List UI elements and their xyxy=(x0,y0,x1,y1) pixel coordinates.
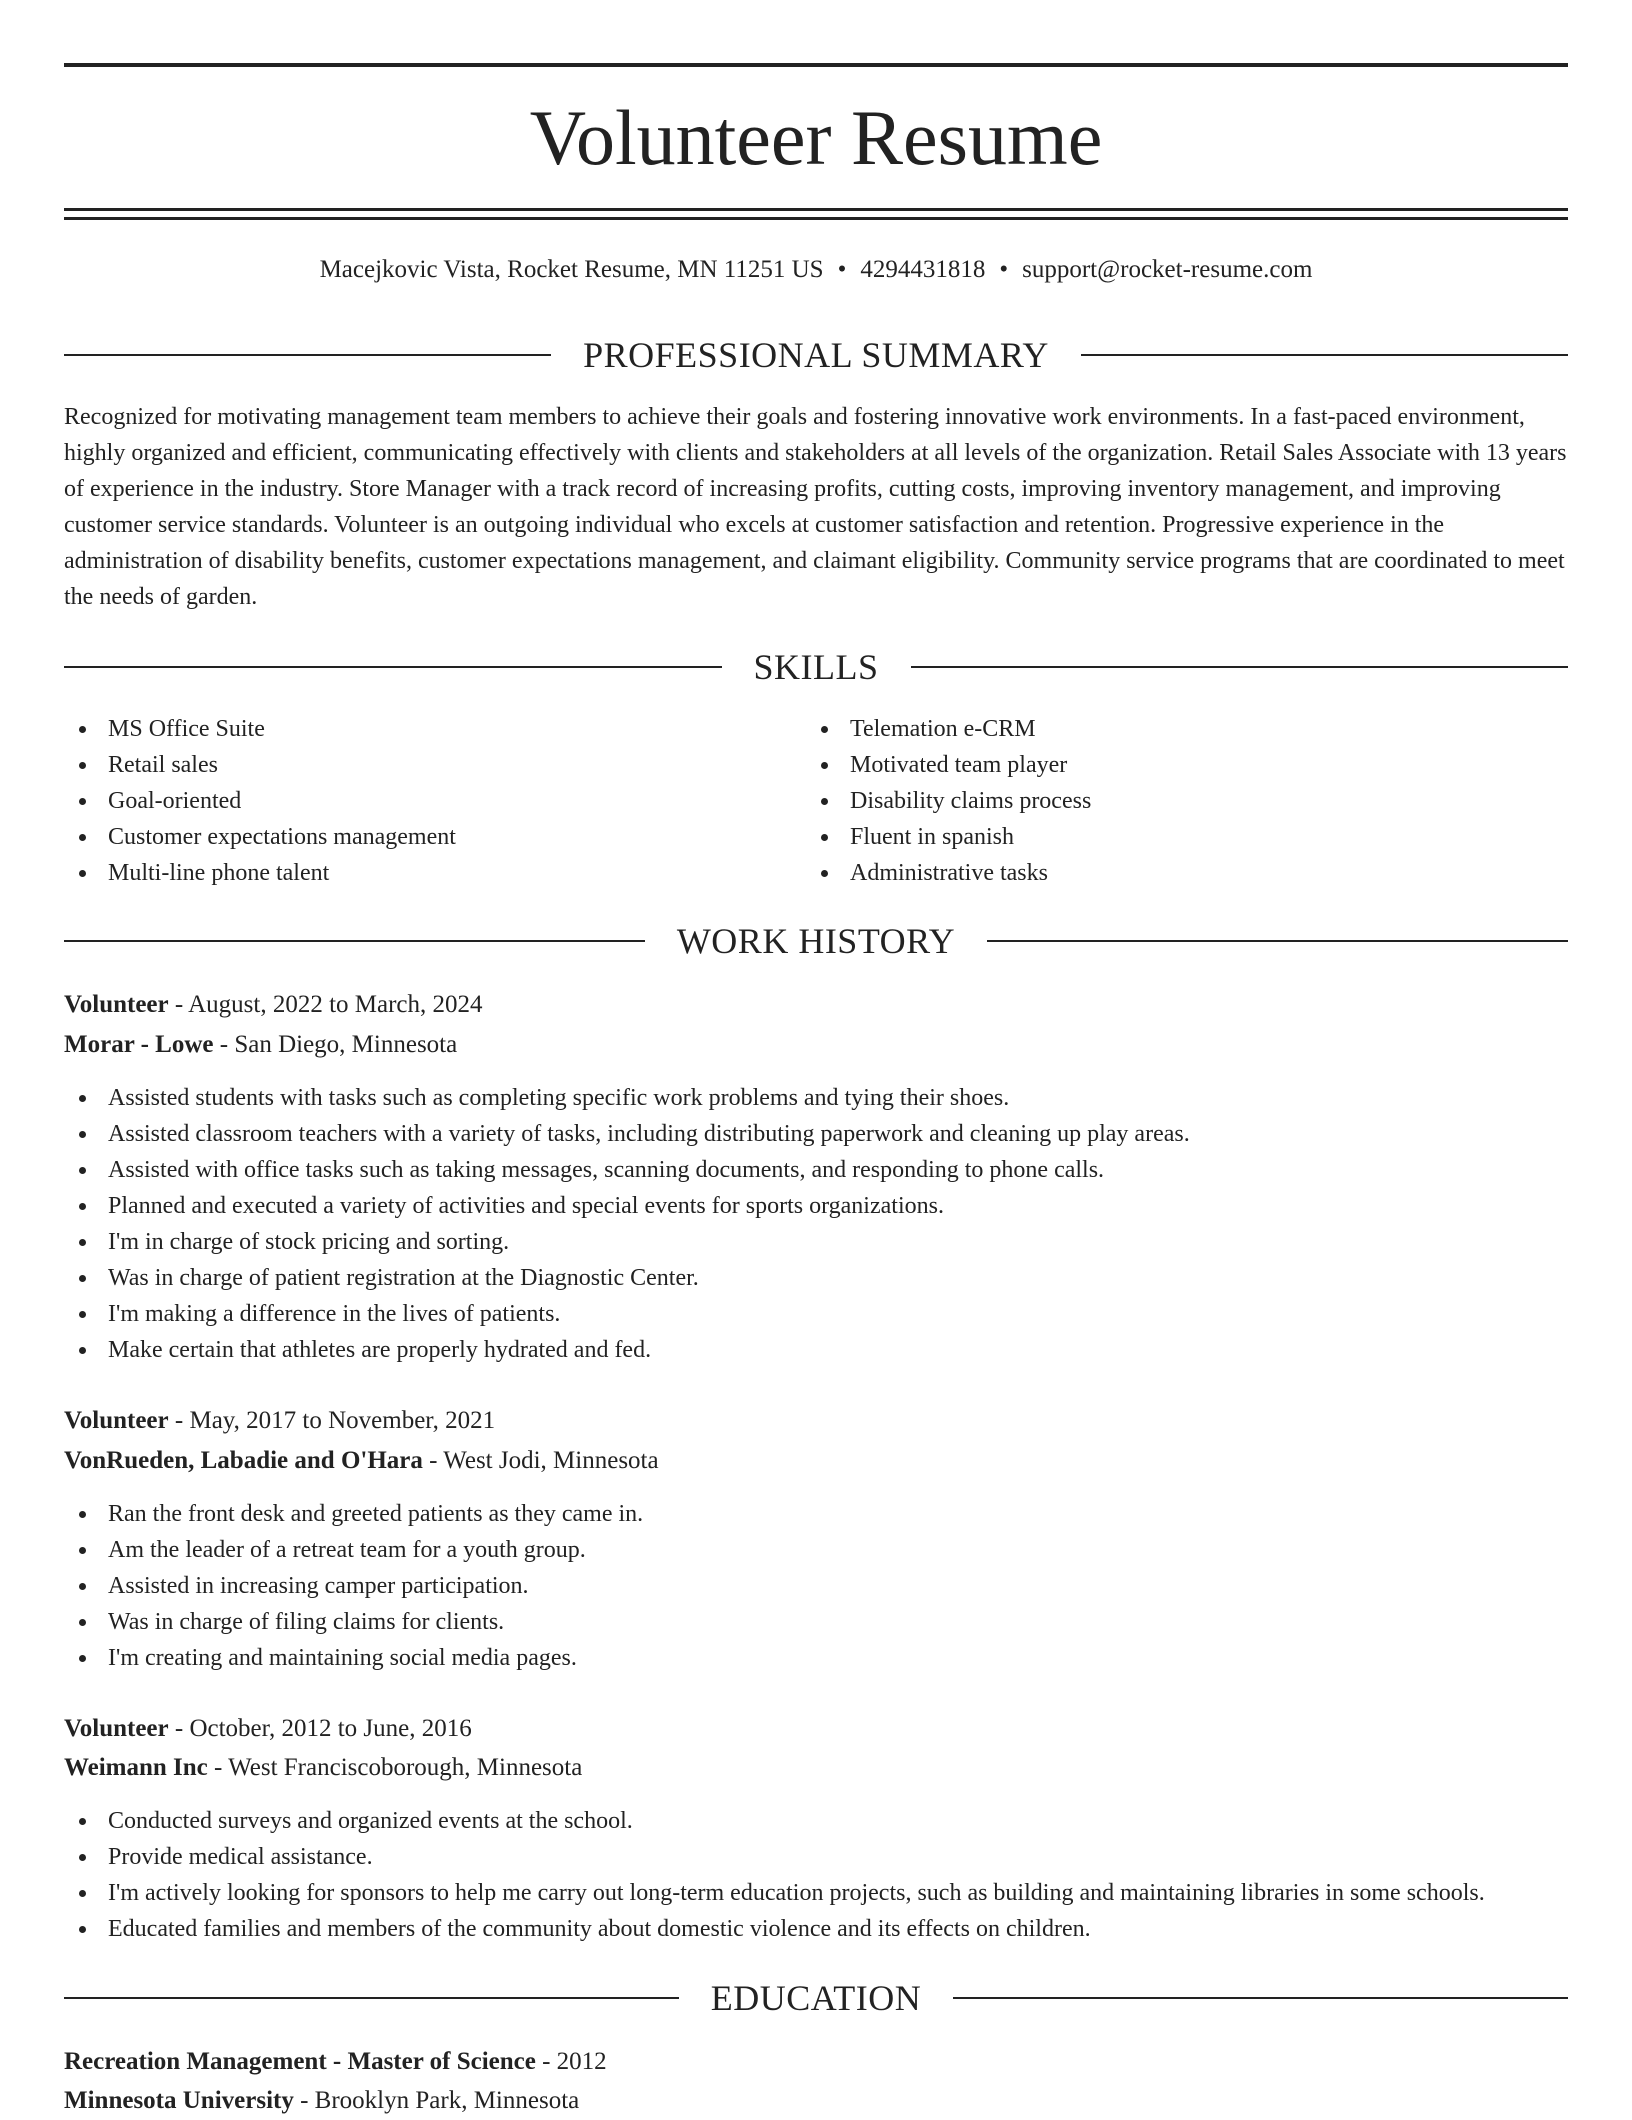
job-title-line xyxy=(64,1710,1568,1748)
education-degree: Recreation Management - Master of Science xyxy=(64,2048,536,2075)
section-title: SKILLS xyxy=(753,647,879,687)
skill-item: Fluent in spanish xyxy=(806,819,1548,855)
heading-rule xyxy=(911,666,1569,668)
duty-item: I'm actively looking for sponsors to help me carry out long-term education projects, such as building and maintaining libraries in some schools. xyxy=(64,1875,1568,1911)
skill-item: Administrative tasks xyxy=(806,855,1548,891)
job-title-line xyxy=(64,1402,1568,1440)
job-location: - West Franciscoborough, Minnesota xyxy=(207,1754,583,1781)
heading-rule xyxy=(1081,354,1568,356)
skill-item: Telemation e-CRM xyxy=(806,711,1548,747)
education-school: Minnesota University xyxy=(64,2087,294,2114)
job-duties xyxy=(64,1496,1568,1676)
job-company-line xyxy=(64,1442,1568,1480)
job-title: Volunteer xyxy=(64,1407,169,1434)
education-location: - Brooklyn Park, Minnesota xyxy=(293,2087,580,2114)
duty-item: Assisted students with tasks such as completing specific work problems and tying their shoes. xyxy=(64,1080,1568,1116)
job-title: Volunteer xyxy=(64,991,169,1018)
duty-item: I'm creating and maintaining social media pages. xyxy=(64,1640,1568,1676)
skills-column-left xyxy=(64,711,806,891)
duty-item: Am the leader of a retreat team for a youth group. xyxy=(64,1532,1568,1568)
skill-item: Customer expectations management xyxy=(64,819,806,855)
top-rule xyxy=(64,63,1568,67)
skill-item: Multi-line phone talent xyxy=(64,855,806,891)
job-company: Weimann Inc xyxy=(64,1754,208,1781)
job-dates: - May, 2017 to November, 2021 xyxy=(168,1407,496,1434)
job-duties xyxy=(64,1803,1568,1947)
duty-item: Was in charge of filing claims for clients. xyxy=(64,1604,1568,1640)
section-heading-education xyxy=(64,1976,1568,2020)
job-title: Volunteer xyxy=(64,1715,169,1742)
skill-item: Retail sales xyxy=(64,747,806,783)
section-title: WORK HISTORY xyxy=(676,921,956,961)
job-company: Morar - Lowe xyxy=(64,1031,214,1058)
skill-item: Disability claims process xyxy=(806,783,1548,819)
job-dates: - August, 2022 to March, 2024 xyxy=(168,991,483,1018)
duty-item: Conducted surveys and organized events at the school. xyxy=(64,1803,1568,1839)
skill-item: MS Office Suite xyxy=(64,711,806,747)
duty-item: Was in charge of patient registration at the Diagnostic Center. xyxy=(64,1260,1568,1296)
heading-rule xyxy=(987,940,1568,942)
contact-separator: • xyxy=(837,256,847,283)
duty-item: Make certain that athletes are properly hydrated and fed. xyxy=(64,1332,1568,1368)
skills-list xyxy=(64,711,1568,891)
job-location: - West Jodi, Minnesota xyxy=(422,1447,659,1474)
education-year: - 2012 xyxy=(535,2048,607,2075)
duty-item: Assisted classroom teachers with a variety of tasks, including distributing paperwork and cleaning up play areas. xyxy=(64,1116,1568,1152)
section-heading-skills xyxy=(64,645,1568,689)
duty-item: Ran the front desk and greeted patients as they came in. xyxy=(64,1496,1568,1532)
duty-item: Assisted with office tasks such as taking messages, scanning documents, and responding to phone calls. xyxy=(64,1152,1568,1188)
job-company: VonRueden, Labadie and O'Hara xyxy=(64,1447,423,1474)
skill-item: Goal-oriented xyxy=(64,783,806,819)
education-degree-line xyxy=(64,2043,1568,2081)
job-dates: - October, 2012 to June, 2016 xyxy=(168,1715,472,1742)
section-title: PROFESSIONAL SUMMARY xyxy=(583,335,1049,375)
section-heading-summary xyxy=(64,333,1568,377)
duty-item: Educated families and members of the community about domestic violence and its effects on children. xyxy=(64,1911,1568,1947)
section-title: EDUCATION xyxy=(710,1978,922,2018)
summary-text: Recognized for motivating management team members to achieve their goals and fostering innovative work environments. In a fast-paced environment, highly organized and efficient, communicating effectively with clients and stakeholders at all levels of the organization. Retail Sales Associate with 13 years of experience in the industry. Store Manager with a track record of increasing profits, cutting costs, improving inventory management, and improving customer service standards. Volunteer is an outgoing individual who excels at customer satisfaction and retention. Progressive experience in the administration of disability benefits, customer expectations management, and claimant eligibility. Community service programs that are coordinated to meet the needs of garden. xyxy=(64,404,1567,610)
job-title-line xyxy=(64,986,1568,1024)
heading-rule xyxy=(64,940,645,942)
contact-address: Macejkovic Vista, Rocket Resume, MN 11251 US xyxy=(319,256,824,283)
duty-item: I'm in charge of stock pricing and sorting. xyxy=(64,1224,1568,1260)
heading-rule xyxy=(64,666,722,668)
skill-item: Motivated team player xyxy=(806,747,1548,783)
contact-line xyxy=(64,252,1568,288)
education-school-line xyxy=(64,2082,1568,2120)
duty-item: Provide medical assistance. xyxy=(64,1839,1568,1875)
heading-rule xyxy=(64,1997,679,1999)
job-company-line xyxy=(64,1749,1568,1787)
contact-phone: 4294431818 xyxy=(860,256,986,283)
heading-rule xyxy=(64,354,551,356)
heading-rule xyxy=(953,1997,1568,1999)
title-double-rule xyxy=(64,208,1568,220)
resume-title: Volunteer Resume xyxy=(529,94,1103,181)
duty-item: Planned and executed a variety of activities and special events for sports organizations. xyxy=(64,1188,1568,1224)
contact-separator: • xyxy=(999,256,1009,283)
contact-email[interactable]: support@rocket-resume.com xyxy=(1022,256,1313,283)
skills-column-right xyxy=(806,711,1548,891)
job-location: - San Diego, Minnesota xyxy=(213,1031,458,1058)
job-company-line xyxy=(64,1026,1568,1064)
duty-item: I'm making a difference in the lives of patients. xyxy=(64,1296,1568,1332)
job-duties xyxy=(64,1080,1568,1368)
section-heading-work xyxy=(64,919,1568,963)
duty-item: Assisted in increasing camper participation. xyxy=(64,1568,1568,1604)
